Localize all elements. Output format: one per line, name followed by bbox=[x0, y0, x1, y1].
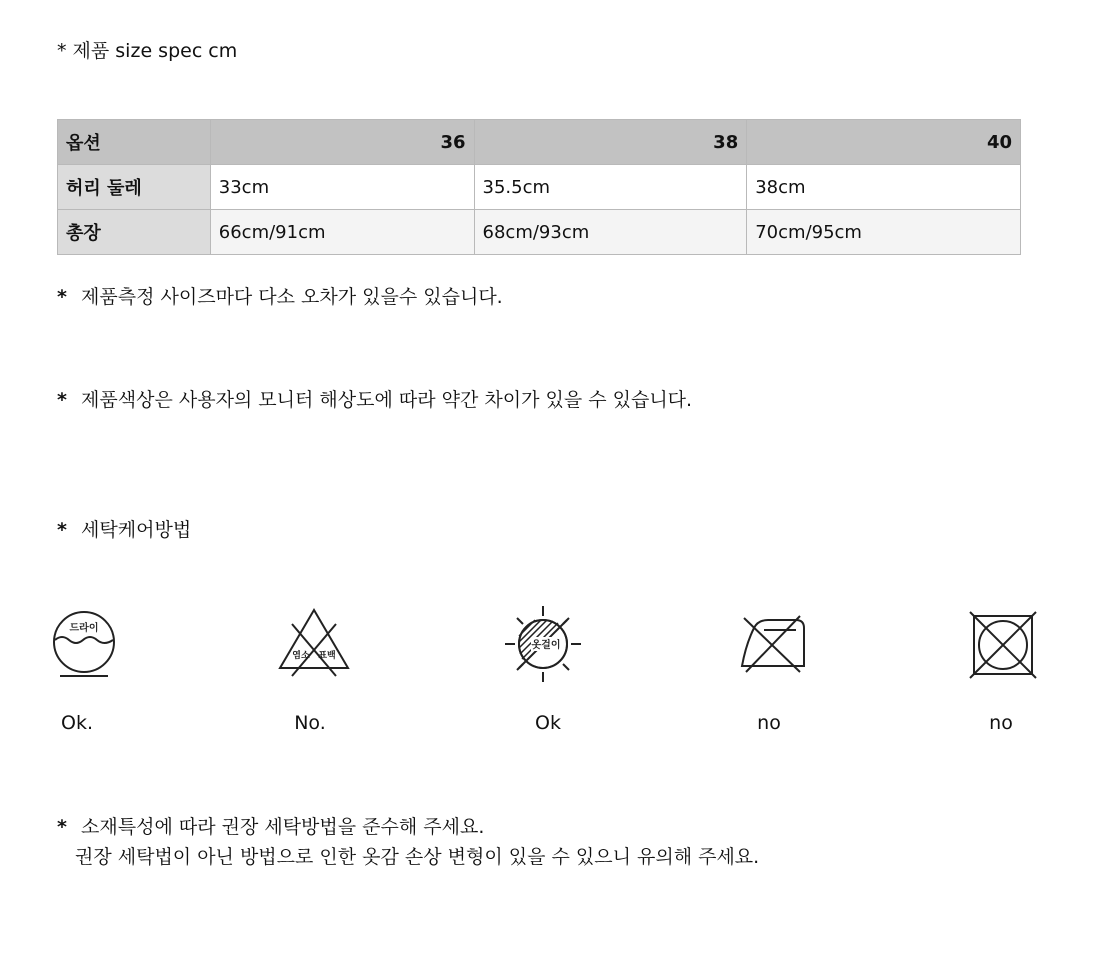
table-row bbox=[58, 165, 1021, 210]
table-cell: 66cm/91cm bbox=[210, 210, 474, 255]
note-bullet: * bbox=[57, 816, 67, 838]
hang-dry-icon bbox=[503, 604, 583, 684]
table-cell: 35.5cm bbox=[474, 165, 747, 210]
row-label-length: 총장 bbox=[58, 210, 211, 255]
column-header-size-36: 36 bbox=[210, 120, 474, 165]
column-header-option: 옵션 bbox=[58, 120, 211, 165]
color-note bbox=[57, 385, 692, 415]
column-header-size-40: 40 bbox=[747, 120, 1021, 165]
dry-clean-icon bbox=[44, 604, 124, 684]
dry-clean-status: Ok. bbox=[61, 712, 93, 734]
care-compliance-note-text: 소재특성에 따라 권장 세탁방법을 준수해 주세요. bbox=[81, 816, 485, 838]
table-header-row bbox=[58, 120, 1021, 165]
note-bullet: * bbox=[57, 286, 67, 308]
measurement-note-text: 제품측정 사이즈마다 다소 오차가 있을수 있습니다. bbox=[81, 286, 503, 308]
note-bullet: * bbox=[57, 389, 67, 411]
table-cell: 70cm/95cm bbox=[747, 210, 1021, 255]
table-cell: 38cm bbox=[747, 165, 1021, 210]
no-iron-icon bbox=[734, 604, 814, 684]
size-spec-table bbox=[57, 119, 1021, 255]
no-tumble-dry-status: no bbox=[989, 712, 1013, 734]
no-iron-status: no bbox=[757, 712, 781, 734]
dry-clean-icon-text: 드라이 bbox=[69, 623, 99, 634]
note-bullet: * bbox=[57, 519, 67, 541]
color-note-text: 제품색상은 사용자의 모니터 해상도에 따라 약간 차이가 있을 수 있습니다. bbox=[81, 389, 693, 411]
no-bleach-icon-text-left: 염소 bbox=[292, 651, 310, 661]
no-bleach-icon bbox=[274, 604, 354, 684]
row-label-waist: 허리 둘레 bbox=[58, 165, 211, 210]
hang-dry-icon-text: 옷걸이 bbox=[531, 640, 561, 651]
measurement-note bbox=[57, 282, 503, 312]
care-compliance-note bbox=[57, 812, 484, 842]
no-tumble-dry-icon bbox=[964, 604, 1044, 684]
care-heading bbox=[57, 515, 191, 545]
table-cell: 68cm/93cm bbox=[474, 210, 747, 255]
care-warning-note: 권장 세탁법이 아닌 방법으로 인한 옷감 손상 변형이 있을 수 있으니 유의해 주세요. bbox=[75, 846, 760, 868]
table-cell: 33cm bbox=[210, 165, 474, 210]
care-heading-text: 세탁케어방법 bbox=[81, 519, 192, 541]
no-bleach-status: No. bbox=[294, 712, 326, 734]
column-header-size-38: 38 bbox=[474, 120, 747, 165]
no-bleach-icon-text-right: 표백 bbox=[318, 651, 336, 661]
table-row bbox=[58, 210, 1021, 255]
hang-dry-status: Ok bbox=[535, 712, 561, 734]
page-title: * 제품 size spec cm bbox=[57, 40, 238, 62]
